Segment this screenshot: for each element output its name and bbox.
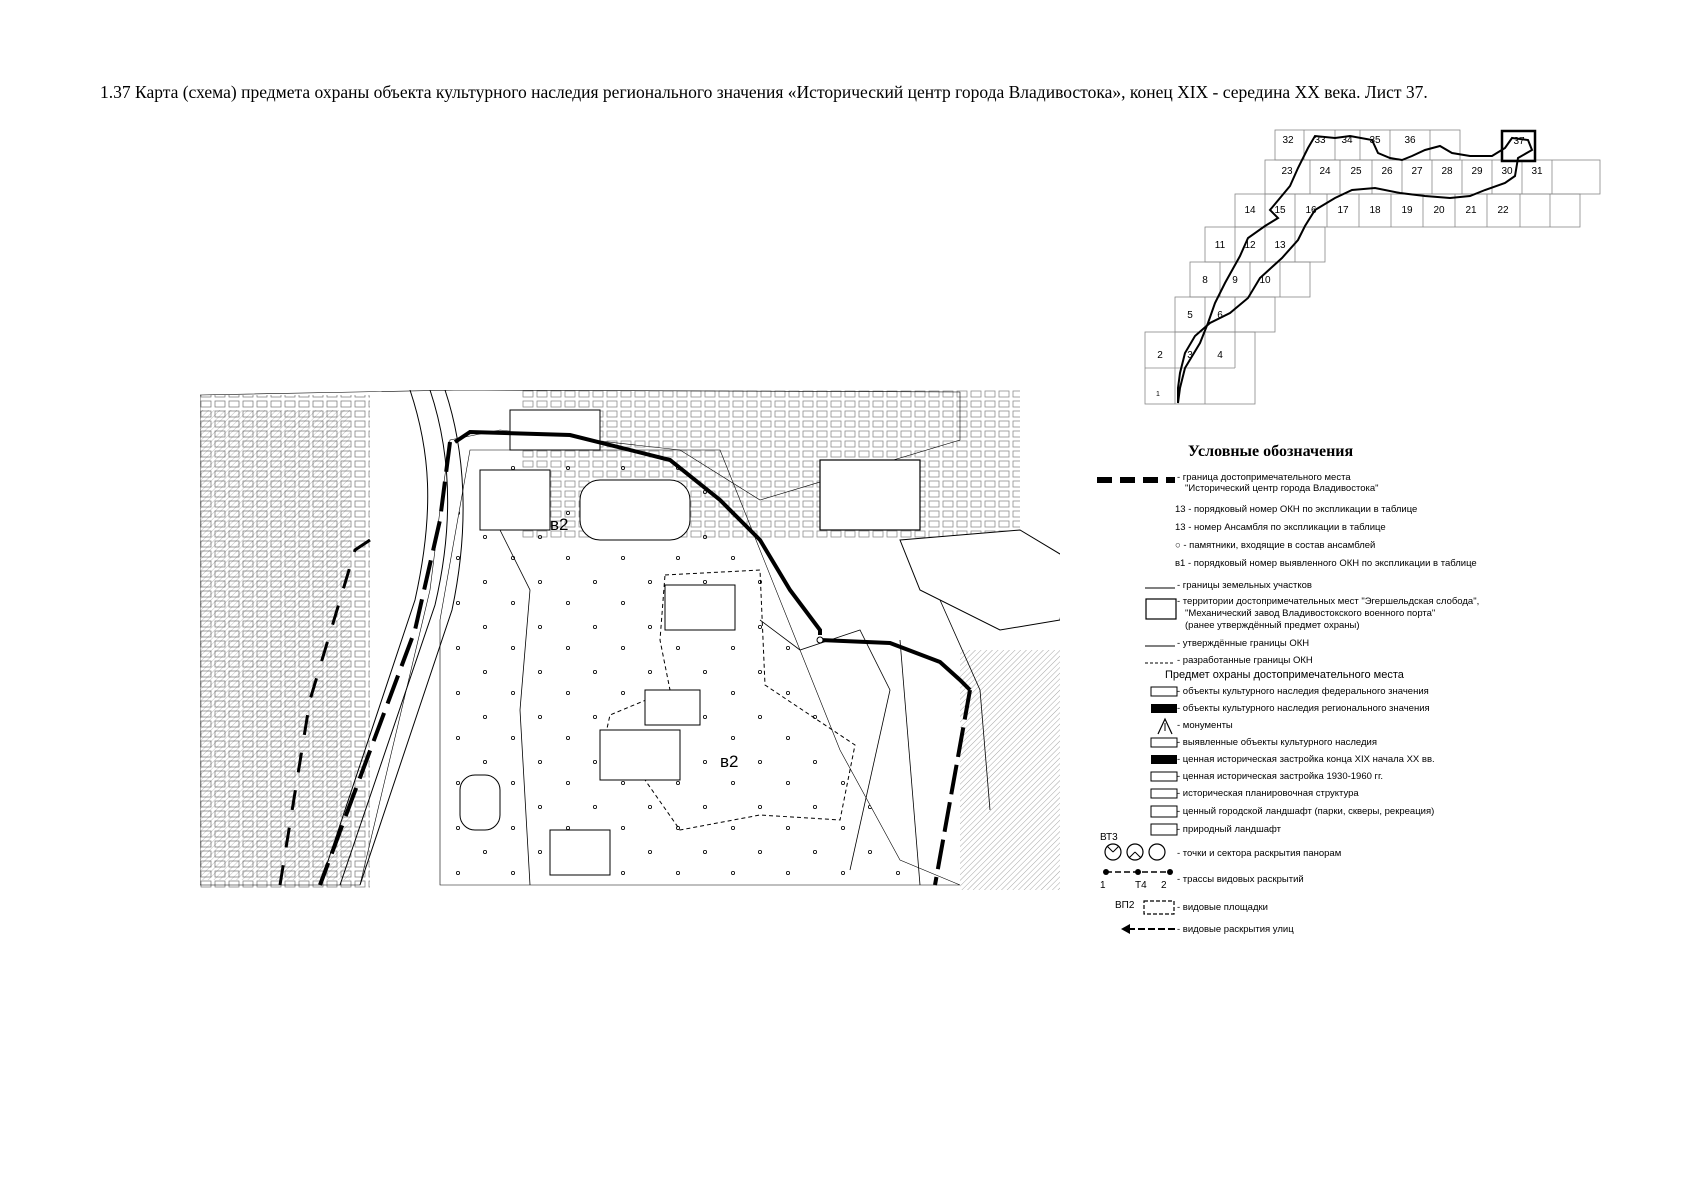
right-hillside (960, 650, 1060, 890)
svg-text:8: 8 (1202, 275, 1208, 286)
svg-text:26: 26 (1381, 166, 1393, 177)
map-label-v2-second: в2 (720, 752, 739, 771)
heritage-boundary-right (820, 640, 970, 690)
svg-text:2: 2 (1157, 350, 1163, 361)
svg-text:20: 20 (1433, 205, 1445, 216)
svg-text:33: 33 (1314, 135, 1326, 146)
sheet-index-map (1140, 128, 1620, 408)
svg-text:14: 14 (1244, 205, 1256, 216)
svg-text:30: 30 (1501, 166, 1513, 177)
svg-text:6: 6 (1217, 310, 1223, 321)
svg-text:25: 25 (1350, 166, 1362, 177)
svg-text:4: 4 (1217, 350, 1223, 361)
svg-text:18: 18 (1369, 205, 1381, 216)
svg-text:24: 24 (1319, 166, 1331, 177)
svg-text:19: 19 (1401, 205, 1413, 216)
svg-text:37: 37 (1513, 136, 1525, 147)
legend-title: Условные обозначения (1188, 443, 1354, 460)
svg-text:32: 32 (1282, 135, 1294, 146)
svg-text:31: 31 (1531, 166, 1543, 177)
legend: - граница достопримечательного места "Исторический центр города Владивостока" 13 - порядковый номер ОКН по экспликации в таблице 13 - номер Ансамбля по экспликации в таблице ○ - памятники, входящие в состав ансамблей в1 - порядковый номер выявленного ОКН по экспликации в таблице - границы земельных участков - территории достопримечательных мест "Эгершельдская слобода", "Механический завод Владивостокского военного порта" (ранее утверждённый предмет охраны) - утверждённые границы ОКН - разработанные границы ОКН Предмет охраны достопримечательного места - объекты культурного наследия федерального значения - объекты культурного наследия регионального значения - монументы - выявленные объекты культурного наследия - ценная историческая застройка конца XIX начала XX вв. - ценная историческая застройка 1930-1960 гг. - историческая планировочная структура - ценный городской ландшафт (парки, скверы, рекреация) - природный ландшафт ВТ3 - точки и сектора раскрытия панорам 1 T4 2 - трассы видовых раскрытий ВП2 - видовые площадки - видовые раскрытия улиц (1095, 470, 1655, 960)
svg-text:11: 11 (1214, 240, 1226, 251)
legend-territory-symbol (1145, 598, 1177, 620)
svg-text:1: 1 (1156, 391, 1160, 398)
svg-text:17: 17 (1337, 205, 1349, 216)
legend-street-view-arrow (1120, 923, 1178, 935)
legend-panorama-icon (1103, 842, 1175, 864)
svg-text:12: 12 (1244, 240, 1256, 251)
svg-text:36: 36 (1404, 135, 1416, 146)
svg-text:27: 27 (1411, 166, 1423, 177)
svg-text:5: 5 (1187, 310, 1193, 321)
svg-text:21: 21 (1465, 205, 1477, 216)
svg-text:10: 10 (1259, 275, 1271, 286)
map-title: 1.37 Карта (схема) предмета охраны объекта культурного наследия регионального значения «Исторический центр города Владивостока», конец XIX - середина XX века. Лист 37. (100, 82, 1428, 102)
map-label-v2: в2 (550, 515, 569, 534)
svg-text:9: 9 (1232, 275, 1238, 286)
svg-text:23: 23 (1281, 166, 1293, 177)
svg-text:16: 16 (1305, 205, 1317, 216)
svg-text:35: 35 (1369, 135, 1381, 146)
svg-text:13: 13 (1274, 240, 1286, 251)
svg-text:34: 34 (1341, 135, 1353, 146)
svg-text:3: 3 (1187, 350, 1193, 361)
svg-text:22: 22 (1497, 205, 1509, 216)
legend-monument-icon (1155, 717, 1175, 735)
legend-boundary-symbol (1095, 475, 1180, 485)
legend-viewpoint-icon (1143, 900, 1175, 916)
main-map (200, 390, 1060, 890)
svg-text:28: 28 (1441, 166, 1453, 177)
svg-text:29: 29 (1471, 166, 1483, 177)
svg-text:15: 15 (1274, 205, 1286, 216)
